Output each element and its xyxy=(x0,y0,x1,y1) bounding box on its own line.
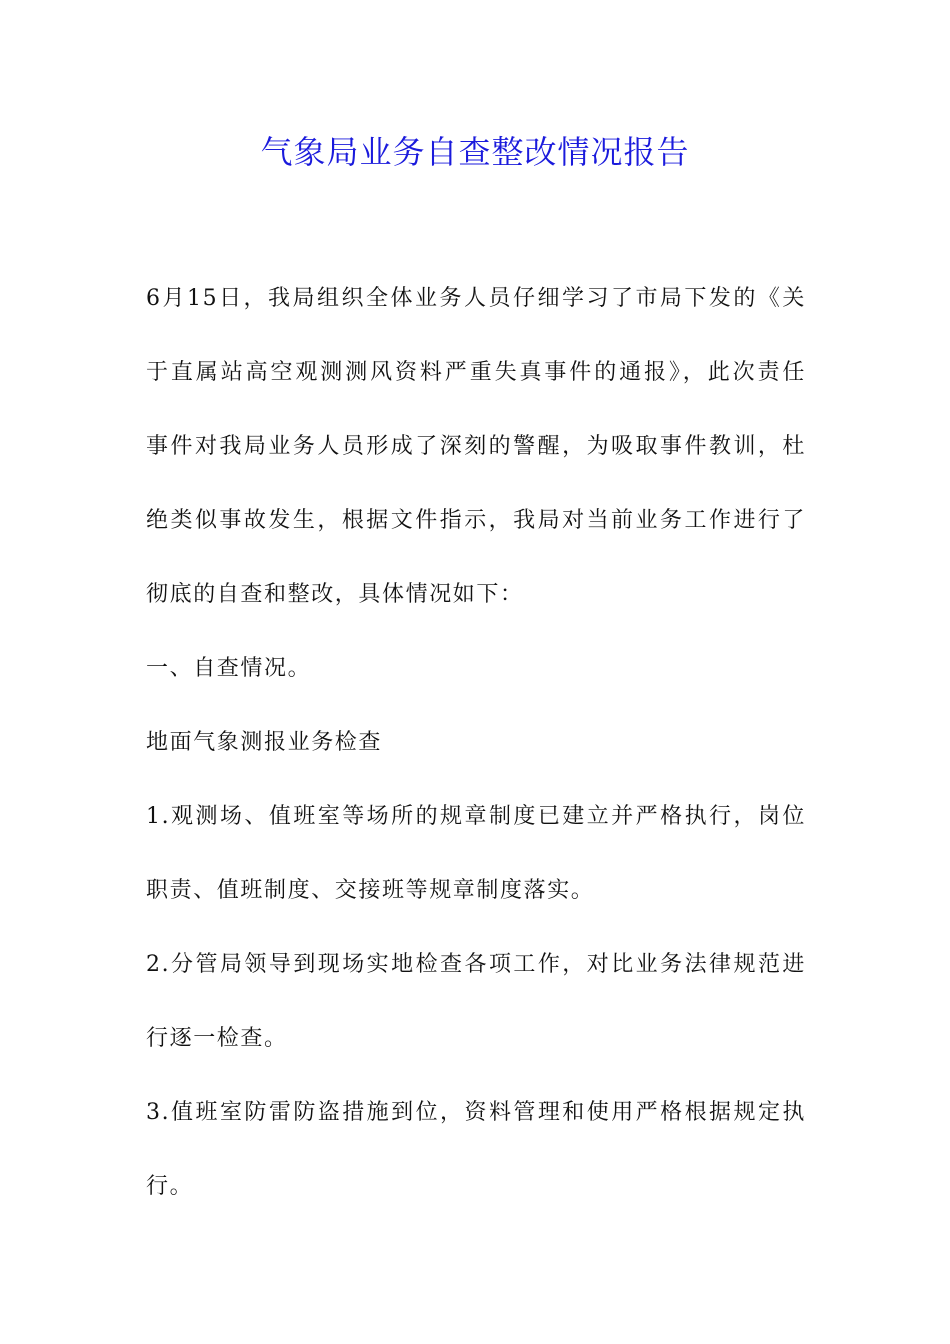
body-line: 彻底的自查和整改，具体情况如下： xyxy=(146,582,524,607)
body-line: 事件对我局业务人员形成了深刻的警醒，为吸取事件教训，杜 xyxy=(146,434,806,459)
document-body xyxy=(146,262,806,1224)
body-line: 绝类似事故发生，根据文件指示，我局对当前业务工作进行了 xyxy=(146,508,806,533)
list-item-line: 行逐一检查。 xyxy=(146,1026,288,1051)
list-item-line: 职责、值班制度、交接班等规章制度落实。 xyxy=(146,878,595,903)
list-item-line: 1.观测场、值班室等场所的规章制度已建立并严格执行，岗位 xyxy=(146,804,806,829)
list-item-line: 2.分管局领导到现场实地检查各项工作，对比业务法律规范进 xyxy=(146,952,806,977)
list-item-line: 3.值班室防雷防盗措施到位，资料管理和使用严格根据规定执 xyxy=(146,1100,806,1125)
section-heading: 一、自查情况。 xyxy=(146,656,312,681)
subsection-heading: 地面气象测报业务检查 xyxy=(146,730,383,755)
body-line: 6月15日，我局组织全体业务人员仔细学习了市局下发的《关 xyxy=(146,286,806,311)
body-line: 于直属站高空观测测风资料严重失真事件的通报》，此次责任 xyxy=(146,360,806,385)
list-item-line: 行。 xyxy=(146,1174,194,1199)
document-title: 气象局业务自查整改情况报告 xyxy=(260,133,690,171)
